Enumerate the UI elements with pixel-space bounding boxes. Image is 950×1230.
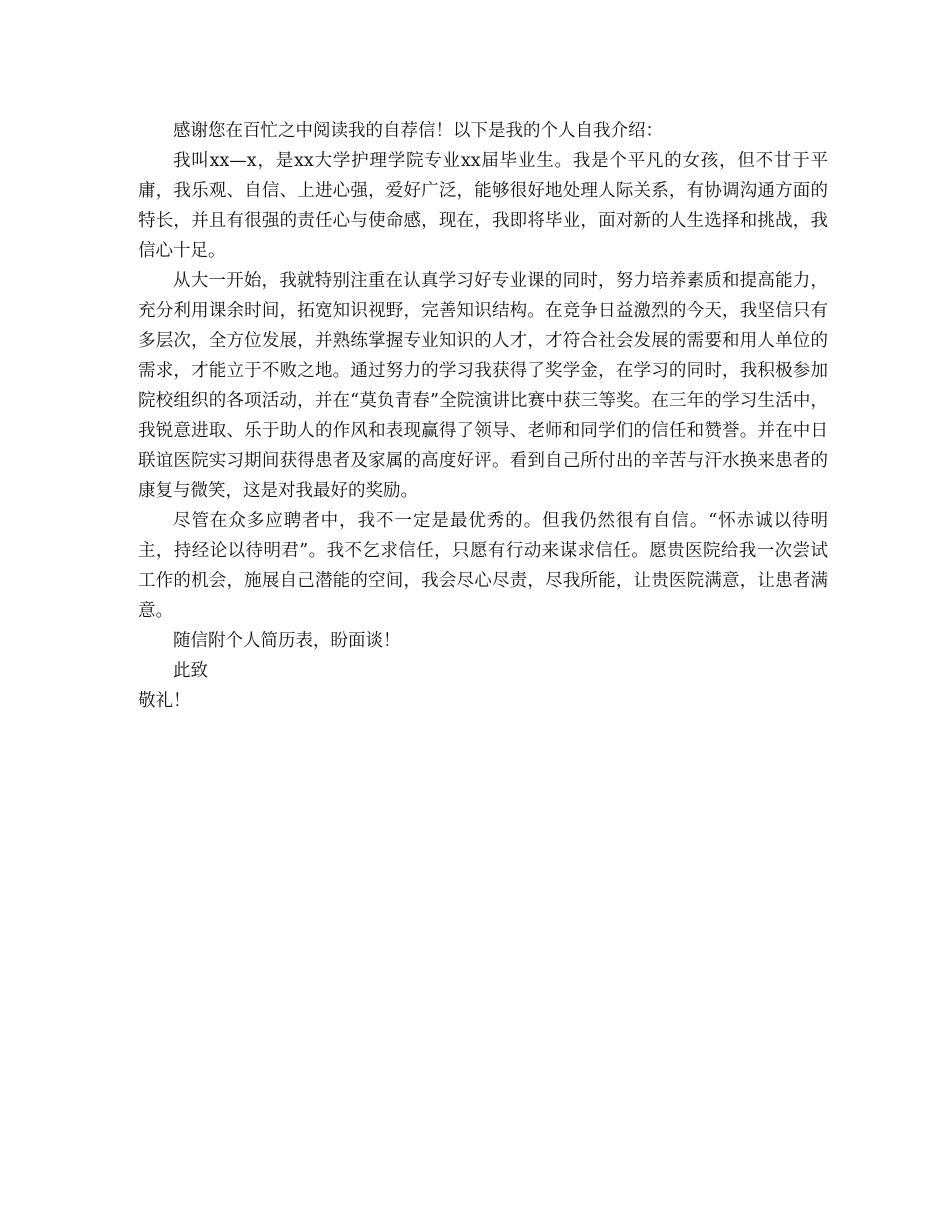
salutation-ci-zhi: 此致 [173, 661, 208, 681]
salutation-jing-li: 敬礼！ [138, 691, 191, 711]
paragraph-intro: 我叫xx—x，是xx大学护理学院专业xx届毕业生。我是个平凡的女孩，但不甘于平庸，我乐观、自信、上进心强，爱好广泛，能够很好地处理人际关系，有协调沟通方面的特长，并且有很强的责任心与使命感，现在，我即将毕业，面对新的人生选择和挑战，我信心十足。 [138, 151, 828, 261]
opening-line: 感谢您在百忙之中阅读我的自荐信！以下是我的个人自我介绍： [173, 121, 663, 141]
attachment-note: 随信附个人简历表，盼面谈！ [173, 631, 401, 651]
letter-body [138, 116, 828, 716]
paragraph-study: 从大一开始，我就特别注重在认真学习好专业课的同时，努力培养素质和提高能力，充分利用课余时间，拓宽知识视野，完善知识结构。在竞争日益激烈的今天，我坚信只有多层次，全方位发展，并熟练掌握专业知识的人才，才符合社会发展的需要和用人单位的需求，才能立于不败之地。通过努力的学习我获得了奖学金，在学习的同时，我积极参加院校组织的各项活动，并在“莫负青春”全院演讲比赛中获三等奖。在三年的学习生活中，我锐意进取、乐于助人的作风和表现赢得了领导、老师和同学们的信任和赞誉。并在中日联谊医院实习期间获得患者及家属的高度好评。看到自己所付出的辛苦与汗水换来患者的康复与微笑，这是对我最好的奖励。 [138, 271, 828, 501]
paragraph-confidence: 尽管在众多应聘者中，我不一定是最优秀的。但我仍然很有自信。“怀赤诚以待明主，持经论以待明君”。我不乞求信任，只愿有行动来谋求信任。愿贵医院给我一次尝试工作的机会，施展自己潜能的空间，我会尽心尽责，尽我所能，让贵医院满意，让患者满意。 [138, 511, 828, 621]
